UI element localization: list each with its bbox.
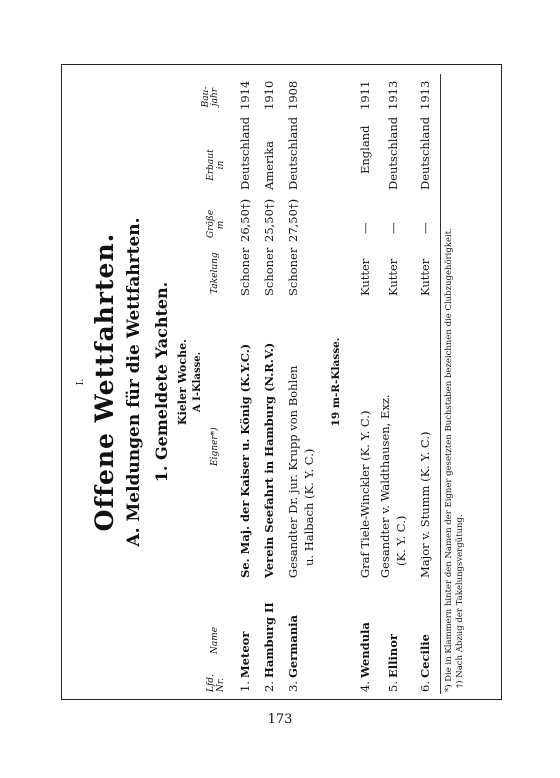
header-name: Name xyxy=(210,626,220,654)
row-6-nr: 6. xyxy=(418,681,432,692)
page-title: Offene Wettfahrten. xyxy=(90,232,119,532)
header-nr: Lfd. Nr. xyxy=(206,674,226,692)
row-4-rig: Kutter xyxy=(358,258,372,296)
row-5-built: Deutschland xyxy=(386,116,400,190)
row-5-owner-cont: (K. Y. C.) xyxy=(394,515,408,566)
header-owner: Eigner*) xyxy=(210,427,220,466)
row-5-name: Ellinor xyxy=(386,634,400,678)
row-1-name: Meteor xyxy=(238,631,252,678)
row-3-rig: Schoner xyxy=(286,247,300,296)
row-6-owner: Major v. Stumm (K. Y. C.) xyxy=(418,431,432,578)
row-2-name: Hamburg II xyxy=(262,602,276,678)
row-5-rig: Kutter xyxy=(386,258,400,296)
row-3-year: 1908 xyxy=(286,80,300,110)
row-4-name: Wendula xyxy=(358,622,372,678)
row-1-built: Deutschland xyxy=(238,116,252,190)
row-6-rig: Kutter xyxy=(418,258,432,296)
class-19m-heading: 19 m-R-Klasse. xyxy=(330,337,342,427)
header-built-in: Erbaut in xyxy=(206,149,226,181)
row-2-size: 25,50†) xyxy=(262,198,276,242)
row-6-size: — xyxy=(418,222,432,234)
row-1-year: 1914 xyxy=(238,80,252,110)
row-2-owner: Verein Seefahrt in Hamburg (N.R.V.) xyxy=(262,342,276,578)
rotated-table-page xyxy=(68,70,498,694)
row-4-year: 1911 xyxy=(358,80,372,110)
section-1-heading: 1. Gemeldete Yachten. xyxy=(152,281,171,483)
page-number: 173 xyxy=(267,712,293,727)
row-6-name: Cecilie xyxy=(418,634,432,678)
row-3-owner-cont: u. Halbach (K. Y. C.) xyxy=(302,448,316,566)
row-6-built: Deutschland xyxy=(418,116,432,190)
row-3-name: Germania xyxy=(286,615,300,678)
row-2-nr: 2. xyxy=(262,681,276,692)
row-5-owner: Gesandter v. Waldthausen, Exz. xyxy=(378,394,392,578)
row-4-built: England xyxy=(358,125,372,174)
row-3-owner: Gesandter Dr. jur. Krupp von Bohlen xyxy=(286,365,300,578)
header-rig: Takelung xyxy=(210,252,220,294)
footnote-rule xyxy=(440,74,441,694)
footnote-1: *) Die in Klammern hinter den Namen der Eigner gesetzten Buchstaben bezeichnen die Clubzugehörigkeit. xyxy=(444,228,454,692)
row-4-size: — xyxy=(358,222,372,234)
row-3-nr: 3. xyxy=(286,681,300,692)
row-1-size: 26,50†) xyxy=(238,198,252,242)
row-5-size: — xyxy=(386,222,400,234)
roman-numeral: I. xyxy=(76,378,86,386)
row-2-built: Amerika xyxy=(262,140,276,190)
row-1-rig: Schoner xyxy=(238,247,252,296)
week-heading: Kieler Woche. xyxy=(176,339,189,425)
row-5-year: 1913 xyxy=(386,80,400,110)
class-a-heading: A I-Klasse. xyxy=(192,351,203,413)
row-3-size: 27,50†) xyxy=(286,198,300,242)
row-1-nr: 1. xyxy=(238,681,252,692)
row-5-nr: 5. xyxy=(386,681,400,692)
row-2-year: 1910 xyxy=(262,80,276,110)
row-2-rig: Schoner xyxy=(262,247,276,296)
header-size: Größe m xyxy=(206,209,226,238)
row-4-owner: Graf Tiele-Winckler (K. Y. C.) xyxy=(358,410,372,578)
row-3-built: Deutschland xyxy=(286,116,300,190)
header-year: Bau-jahr xyxy=(201,86,220,108)
section-a-heading: A. Meldungen für die Wettfahrten. xyxy=(124,217,144,547)
row-4-nr: 4. xyxy=(358,681,372,692)
row-6-year: 1913 xyxy=(418,80,432,110)
row-1-owner: Se. Maj. der Kaiser u. König (K.Y.C.) xyxy=(238,343,252,578)
footnote-2: †) Nach Abzug der Takelungsvergütung. xyxy=(455,514,465,688)
